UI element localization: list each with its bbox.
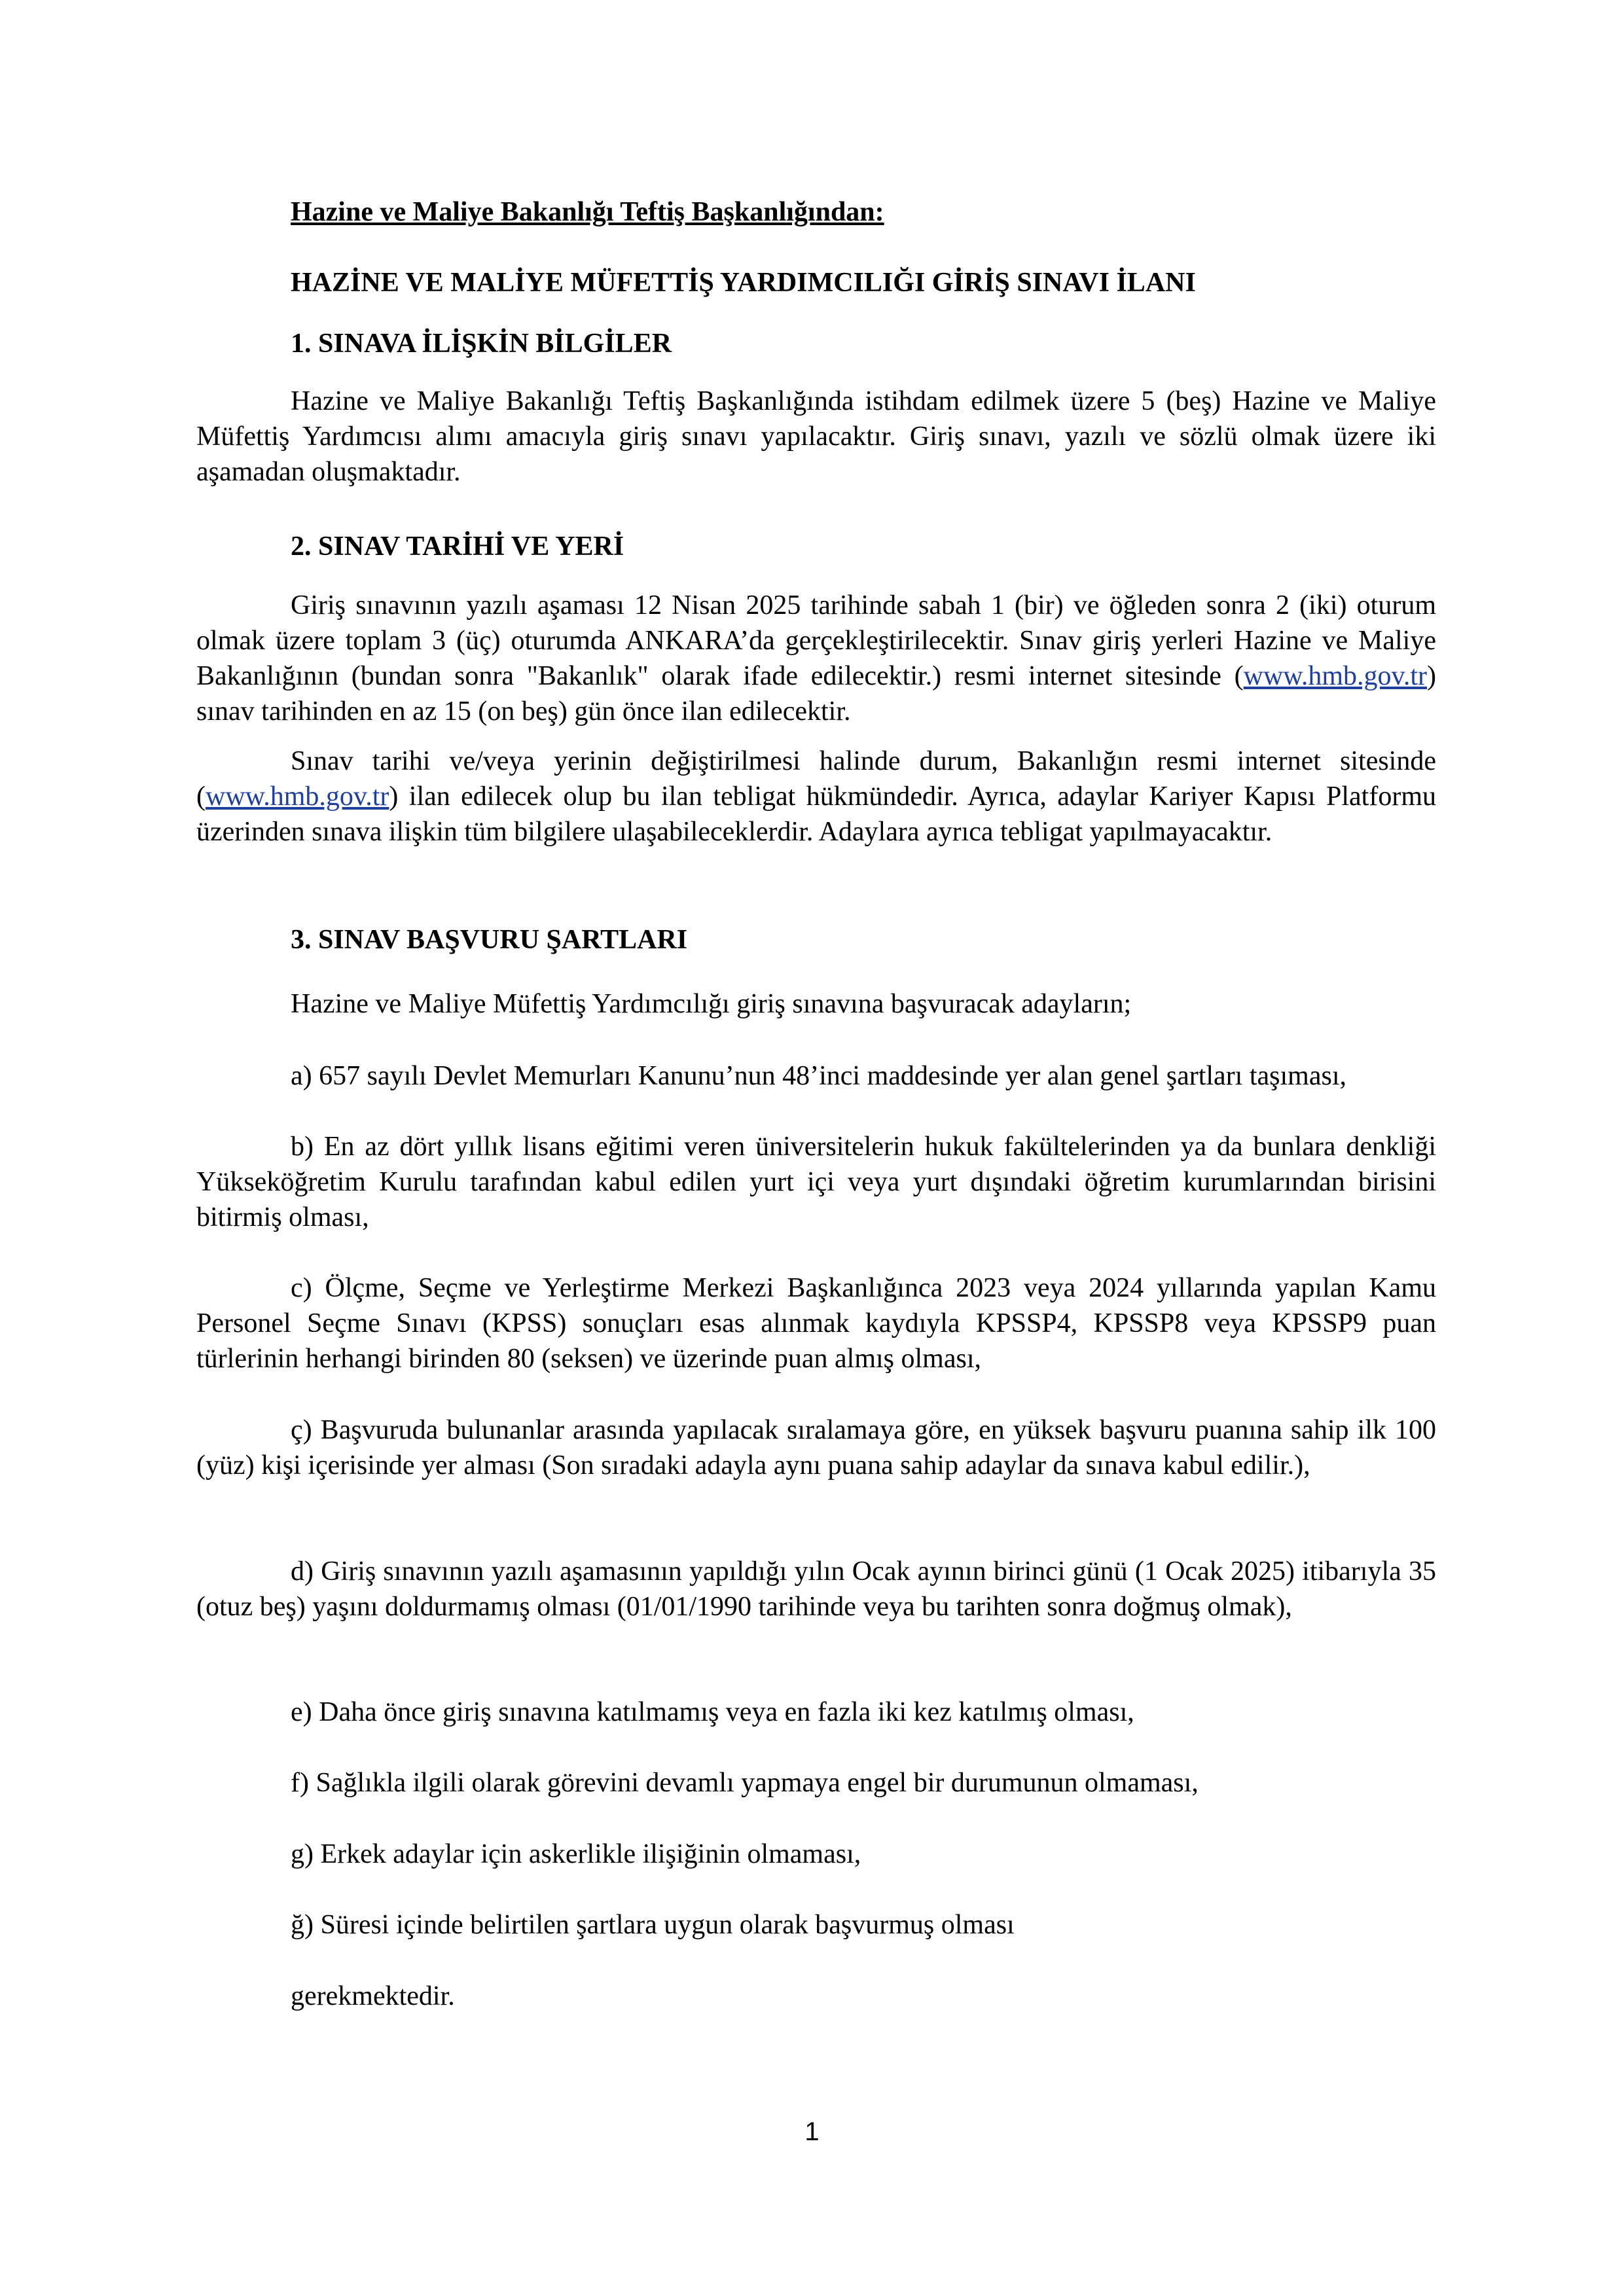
document-heading: Hazine ve Maliye Bakanlığı Teftiş Başkanlığından: — [291, 197, 884, 227]
ministry-website-link-2[interactable]: www.hmb.gov.tr — [206, 781, 389, 812]
section-2-paragraph-1-text-end: ) sınav tarihinden en az 15 (on beş) gün önce ilan edilecektir. — [196, 661, 1436, 726]
section-2-paragraph-1-text: Giriş sınavının yazılı aşaması 12 Nisan 2025 tarihinde sabah 1 (bir) ve öğleden sonra 2 (iki) oturum olmak üzere toplam 3 (üç) oturumda ANKARA’da gerçekleştirilecektir. Sınav giriş yerleri Hazine ve Maliye Bakanlığının (bundan sonra "Bakanlık" olarak ifade edilecektir.) resmi internet sitesinde ( — [196, 590, 1436, 691]
section-1-title: 1. SINAVA İLİŞKİN BİLGİLER — [291, 329, 672, 359]
page-number: 1 — [804, 2117, 820, 2146]
requirement-item-e: e) Daha önce giriş sınavına katılmamış veya en fazla iki kez katılmış olması, — [291, 1697, 1134, 1727]
section-3-intro: Hazine ve Maliye Müfettiş Yardımcılığı giriş sınavına başvuracak adayların; — [291, 989, 1132, 1019]
requirement-item-g: g) Erkek adaylar için askerlikle ilişiğinin olmaması, — [291, 1839, 861, 1869]
section-2-paragraph-2-text-end: ) ilan edilecek olup bu ilan tebligat hükmündedir. Ayrıca, adaylar Kariyer Kapısı Platformu üzerinden sınava ilişkin tüm bilgilere ulaşabileceklerdir. Adaylara ayrıca tebligat yapılmayacaktır. — [196, 781, 1436, 847]
ministry-website-link[interactable]: www.hmb.gov.tr — [1243, 661, 1427, 691]
section-2-paragraph-2 — [196, 744, 1436, 850]
requirement-item-f: f) Sağlıkla ilgili olarak görevini devamlı yapmaya engel bir durumunun olmaması, — [291, 1768, 1199, 1798]
requirements-closing: gerekmektedir. — [291, 1981, 455, 2011]
section-2-paragraph-2-text: Sınav tarihi ve/veya yerinin değiştirilmesi halinde durum, Bakanlığın resmi internet sitesinde ( — [196, 746, 1436, 812]
requirement-item-g-breve: ğ) Süresi içinde belirtilen şartlara uygun olarak başvurmuş olması — [291, 1910, 1015, 1940]
section-3-title: 3. SINAV BAŞVURU ŞARTLARI — [291, 925, 688, 955]
requirement-item-d: d) Giriş sınavının yazılı aşamasının yapıldığı yılın Ocak ayının birinci günü (1 Ocak 2025) itibarıyla 35 (otuz beş) yaşını doldurmamış olması (01/01/1990 tarihinde veya bu tarihten sonra doğmuş olmak), — [196, 1556, 1436, 1622]
requirement-item-a: a) 657 sayılı Devlet Memurları Kanunu’nun 48’inci maddesinde yer alan genel şartları taşıması, — [291, 1061, 1347, 1091]
announcement-title: HAZİNE VE MALİYE MÜFETTİŞ YARDIMCILIĞI GİRİŞ SINAVI İLANI — [291, 268, 1196, 298]
requirement-item-c-cedilla: ç) Başvuruda bulunanlar arasında yapılacak sıralamaya göre, en yüksek başvuru puanına sahip ilk 100 (yüz) kişi içerisinde yer alması (Son sıradaki adayla aynı puana sahip adaylar da sınava kabul edilir.), — [196, 1415, 1436, 1480]
section-2-paragraph-1 — [196, 588, 1436, 729]
section-1-paragraph: Hazine ve Maliye Bakanlığı Teftiş Başkanlığında istihdam edilmek üzere 5 (beş) Hazine ve Maliye Müfettiş Yardımcısı alımı amacıyla giriş sınavı yapılacaktır. Giriş sınavı, yazılı ve sözlü olmak üzere iki aşamadan oluşmaktadır. — [196, 386, 1436, 487]
section-2-title: 2. SINAV TARİHİ VE YERİ — [291, 531, 624, 562]
requirement-item-c: c) Ölçme, Seçme ve Yerleştirme Merkezi Başkanlığınca 2023 veya 2024 yıllarında yapılan Kamu Personel Seçme Sınavı (KPSS) sonuçları esas alınmak kaydıyla KPSSP4, KPSSP8 veya KPSSP9 puan türlerinin herhangi birinden 80 (seksen) ve üzerinde puan almış olması, — [196, 1273, 1436, 1374]
requirement-item-b: b) En az dört yıllık lisans eğitimi veren üniversitelerin hukuk fakültelerinden ya da bunlara denkliği Yükseköğretim Kurulu tarafından kabul edilen yurt içi veya yurt dışındaki öğretim kurumlarından birisini bitirmiş olması, — [196, 1132, 1436, 1232]
